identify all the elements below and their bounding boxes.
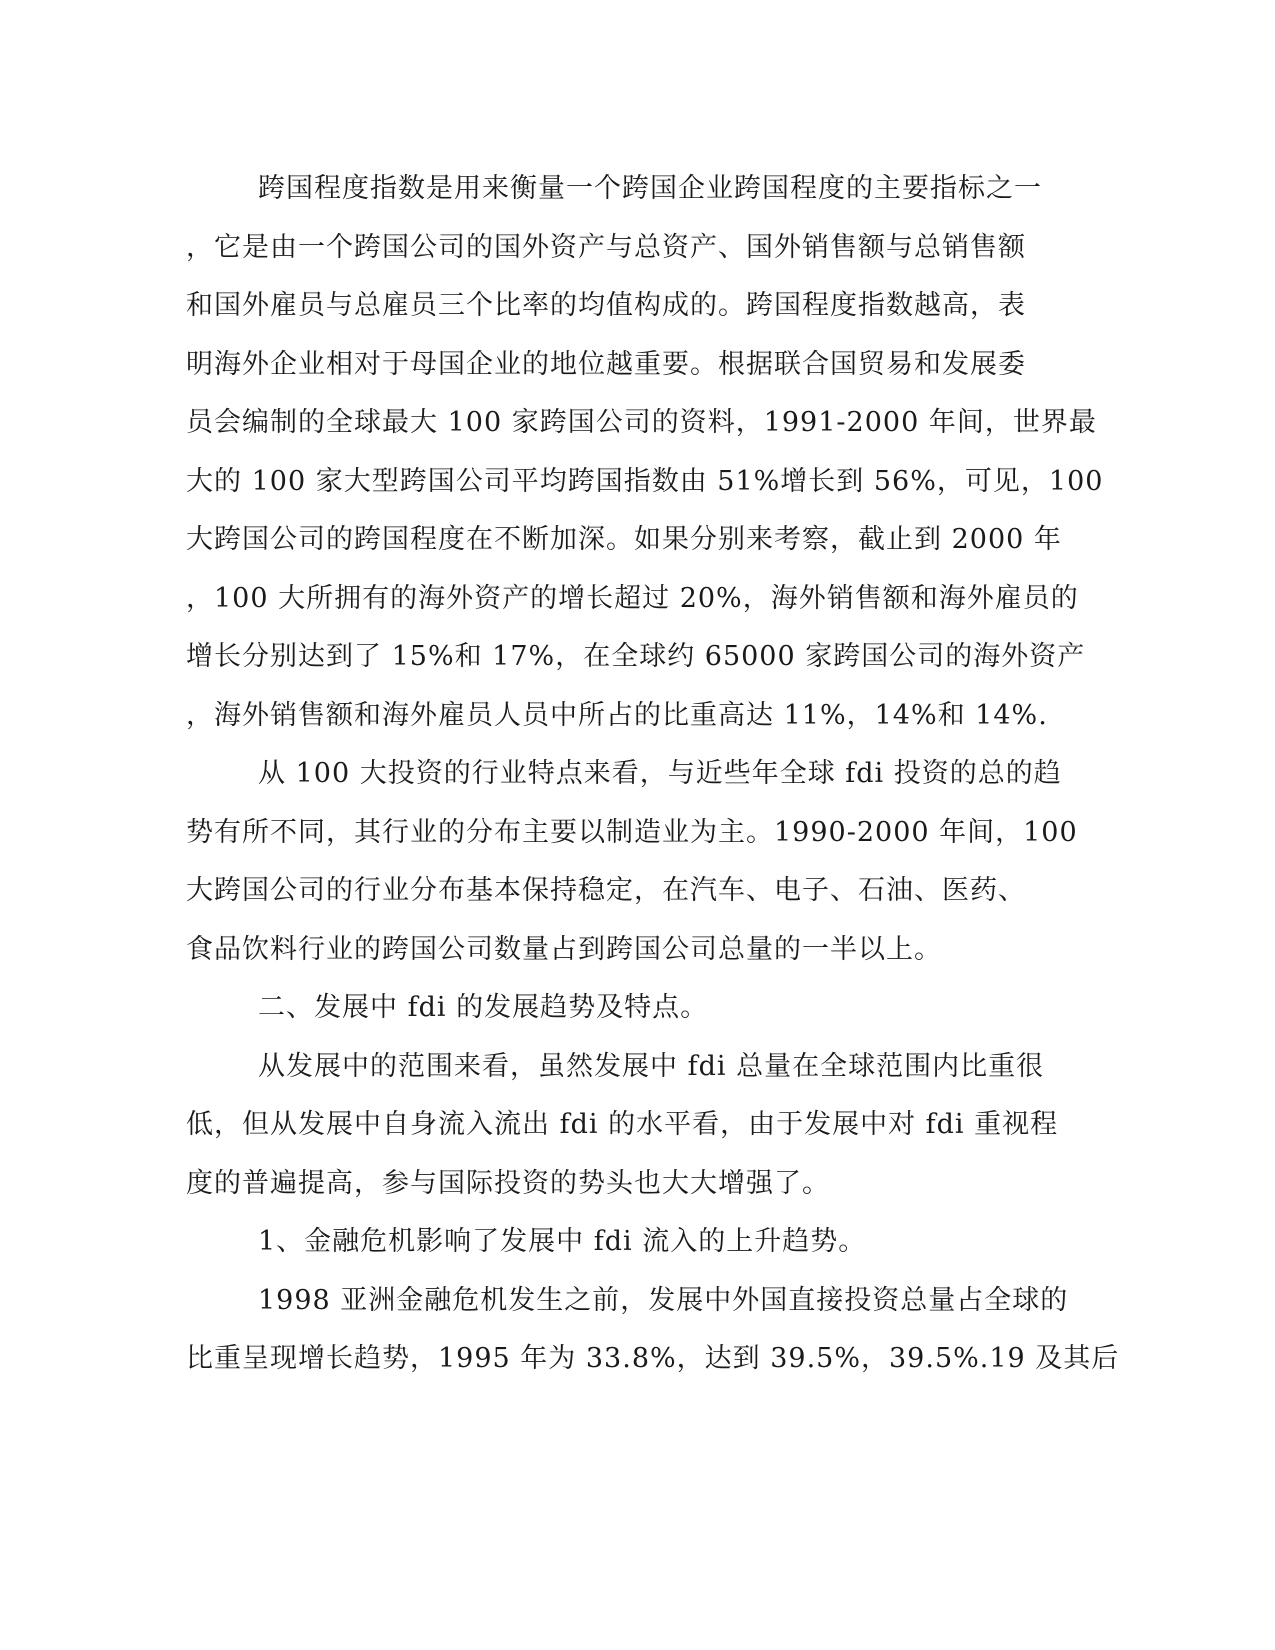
- text-line: ，它是由一个跨国公司的国外资产与总资产、国外销售额与总销售额: [186, 231, 1026, 263]
- text-line: 从 100 大投资的行业特点来看，与近些年全球 fdi 投资的总的趋: [258, 758, 1062, 789]
- text-line: ，海外销售额和海外雇员人员中所占的比重高达 11%，14%和 14%.: [186, 699, 1048, 731]
- text-line: 势有所不同，其行业的分布主要以制造业为主。1990-2000 年间，100: [186, 816, 1078, 848]
- text-line: 度的普遍提高，参与国际投资的势头也大大增强了。: [186, 1167, 830, 1199]
- section-heading: 二、发展中 fdi 的发展趋势及特点。: [258, 992, 709, 1023]
- text-line: 明海外企业相对于母国企业的地位越重要。根据联合国贸易和发展委: [186, 348, 1026, 380]
- text-line: 和国外雇员与总雇员三个比率的均值构成的。跨国程度指数越高，表: [186, 290, 1026, 321]
- text-line: 大跨国公司的跨国程度在不断加深。如果分别来考察，截止到 2000 年: [186, 524, 1062, 555]
- text-line: 食品饮料行业的跨国公司数量占到跨国公司总量的一半以上。: [186, 933, 942, 965]
- text-line: 比重呈现增长趋势，1995 年为 33.8%，达到 39.5%，39.5%.19 及其后: [186, 1343, 1120, 1374]
- text-line: 大跨国公司的行业分布基本保持稳定，在汽车、电子、石油、医药、: [186, 875, 1026, 906]
- text-line: ，100 大所拥有的海外资产的增长超过 20%，海外销售额和海外雇员的: [186, 582, 1079, 614]
- body-text: [186, 160, 1120, 1389]
- text-line: 从发展中的范围来看，虽然发展中 fdi 总量在全球范围内比重很: [258, 1050, 1045, 1082]
- text-line: 增长分别达到了 15%和 17%，在全球约 65000 家跨国公司的海外资产: [186, 641, 1086, 672]
- text-line: 低，但从发展中自身流入流出 fdi 的水平看，由于发展中对 fdi 重视程: [186, 1109, 1059, 1140]
- text-line: 1998 亚洲金融危机发生之前，发展中外国直接投资总量占全球的: [258, 1284, 1069, 1316]
- subsection-heading: 1、金融危机影响了发展中 fdi 流入的上升趋势。: [258, 1226, 867, 1257]
- text-line: 跨国程度指数是用来衡量一个跨国企业跨国程度的主要指标之一: [258, 173, 1042, 204]
- text-line: 大的 100 家大型跨国公司平均跨国指数由 51%增长到 56%，可见，100: [186, 465, 1104, 497]
- text-line: 员会编制的全球最大 100 家跨国公司的资料，1991-2000 年间，世界最: [186, 407, 1097, 438]
